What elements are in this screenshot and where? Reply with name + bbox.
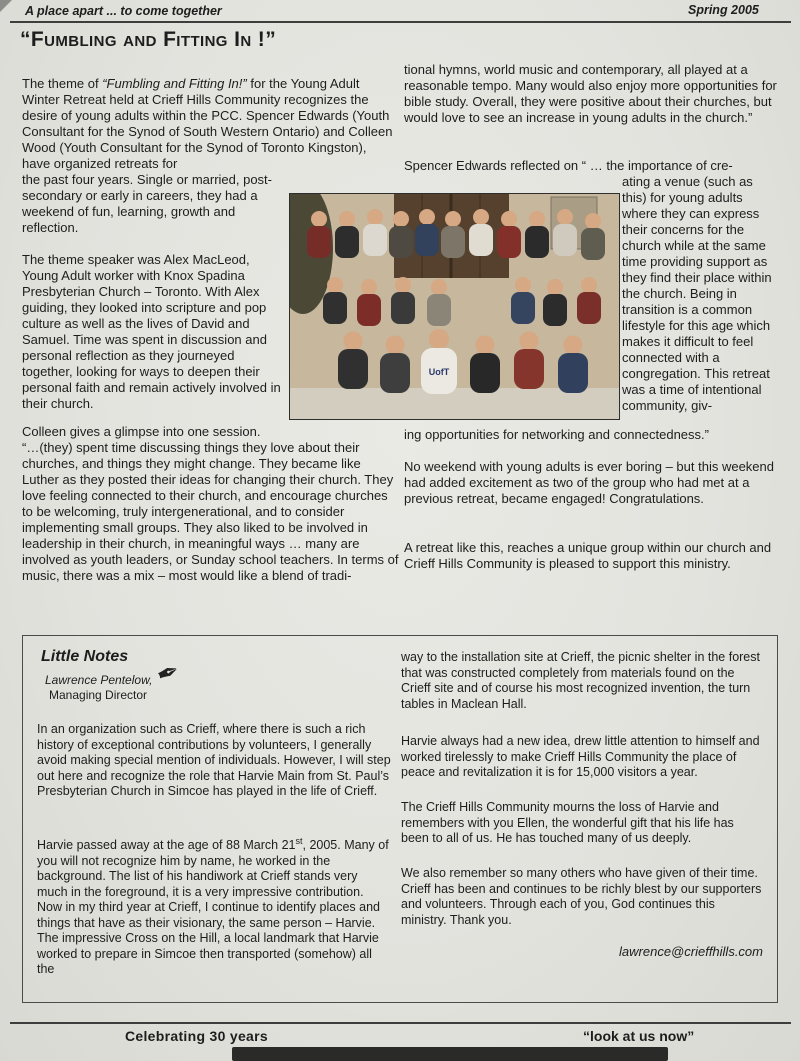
notes-paragraph-right-4: We also remember so many others who have given of their time. Crieff has been and continues to be richly blest by our supporters and volunteers. Through each of you, God continues this ministry. Thank you. <box>401 866 762 927</box>
article-paragraph-left-2: the past four years. Single or married, post-secondary or early in careers, they had a weekend of fun, learning, growth and reflection. <box>22 172 273 235</box>
group-photo <box>289 193 620 420</box>
masthead-tagline: A place apart ... to come together <box>25 4 222 18</box>
sweatshirt-text: UofT <box>428 367 450 377</box>
footer-slogan: “look at us now” <box>583 1028 695 1044</box>
footer-anniversary: Celebrating 30 years <box>125 1028 268 1044</box>
notes-paragraph-left-2 <box>37 835 391 978</box>
text-run: , 2005. Many of you will not recognize him by name, he worked in the background. The list of his handiwork at Crieff stands very much in the foreground, it is a very impressive contribution. Now in my third year at Crieff, I continue to identify places and things that have as their visionary, the same person – Harvie. The impressive Cross on the Hill, a local landmark that Harvie worked to prepare in Simcoe then transported (somehow) all the <box>37 838 389 976</box>
footer-rule <box>10 1022 791 1024</box>
text-run: for the Young Adult Winter Retreat held at Crieff Hills Community recognizes the desire of young adults within the PCC. Spencer Edwards (Youth Consultant for the Synod of South Western Ontario) and Colleen Wood (Youth Consultant for the Synod of Toronto Kingston), have organized retreats for <box>22 76 393 171</box>
issue-date: Spring 2005 <box>688 3 759 17</box>
article-paragraph-right-2-tail: ing opportunities for networking and connectedness.” <box>404 427 709 442</box>
scan-corner-artifact <box>0 0 12 12</box>
article-paragraph-left-3: The theme speaker was Alex MacLeod, Young Adult worker with Knox Spadina Presbyterian Church – Toronto. With Alex guiding, they looked into scripture and pop culture as well as the lives of David and Samuel. Time was spent in discussion and personal reflection as they journeyed together, looking for ways to deepen their personal faith and remain actively involved in their church. <box>22 252 281 411</box>
article-paragraph-right-2-wrap: ating a venue (such as this) for young adults where they can express their concerns for the church while at the same time providing support as they find their place within the church. Being in transition is a common lifestyle for this age which makes it difficult to feel connected with a congregation. This retreat was a time of intentional community, giv- <box>622 174 772 413</box>
notes-paragraph-left-1: In an organization such as Crieff, where there is such a rich history of exceptional contributions by volunteers, I generally avoid making special mention of individuals. However, I will step out here and recognize the role that Harvie Main from St. Paul’s Presbyterian Church in Simcoe has played in the life of Crieff. <box>37 722 391 798</box>
text-run: The theme of <box>22 76 103 91</box>
photo-people-back-row <box>307 209 605 260</box>
article-paragraph-right-3: No weekend with young adults is ever boring – but this weekend had added excitement as two of the group who had met at a previous retreat, became engaged! Congratulations. <box>404 459 774 506</box>
text-run: Harvie passed away at the age of 88 March 21 <box>37 838 296 852</box>
notes-paragraph-right-1: way to the installation site at Crieff, the picnic shelter in the forest that was constructed completely from materials found on the Crieff site and of course his most recognized invention, the turn tables in Maclean Hall. <box>401 650 760 711</box>
scan-edge-artifact <box>232 1047 668 1061</box>
little-notes-box <box>22 635 778 1003</box>
article-paragraph-left-4: “…(they) spent time discussing things they love about their churches, and things they might change. They became like Luther as they posted their ideas for changing their church. They love feeling connected to their church, and encourage churches to be welcoming, truly intergenerational, and to consider implementing small groups. They also liked to be involved in leadership in their church, in meaningful ways … many are involved as youth leaders, or Sunday school teachers. In terms of music, there was a mix – most would like a blend of tradi- <box>22 440 399 583</box>
article-title-reference: “Fumbling and Fitting In!” <box>102 76 247 91</box>
header-rule <box>10 21 791 23</box>
article-paragraph-left-4-lead: Colleen gives a glimpse into one session. <box>22 424 261 439</box>
author-role: Managing Director <box>49 688 148 702</box>
article-title: “Fumbling and Fitting In !” <box>20 28 277 51</box>
ordinal-suffix: st <box>295 835 303 846</box>
notes-paragraph-right-2: Harvie always had a new idea, drew little attention to himself and worked tirelessly to make Crieff Hills Community the place of peace and revitalization it is for 15,000 visitors a year. <box>401 734 760 779</box>
article-paragraph-right-4: A retreat like this, reaches a unique group within our church and Crieff Hills Community is pleased to support this ministry. <box>404 540 772 571</box>
pen-icon: ✒ <box>152 654 185 692</box>
little-notes-heading: Little Notes <box>41 648 129 665</box>
article-paragraph-right-2-lead: Spencer Edwards reflected on “ … the importance of cre- <box>404 158 733 173</box>
author-name: Lawrence Pentelow, <box>45 673 153 687</box>
notes-paragraph-right-3: The Crieff Hills Community mourns the loss of Harvie and remembers with you Ellen, the wonderful gift that his life has been to all of us. He has touched many of us deeply. <box>401 800 734 845</box>
author-email: lawrence@crieffhills.com <box>619 944 763 959</box>
article-paragraph-left-1 <box>22 76 398 172</box>
article-paragraph-right-1: tional hymns, world music and contemporary, all played at a reasonable tempo. Many would also enjoy more opportunities for bible study. Overall, they were positive about their churches, but would love to see an increase in young adults in the church.” <box>404 62 777 125</box>
